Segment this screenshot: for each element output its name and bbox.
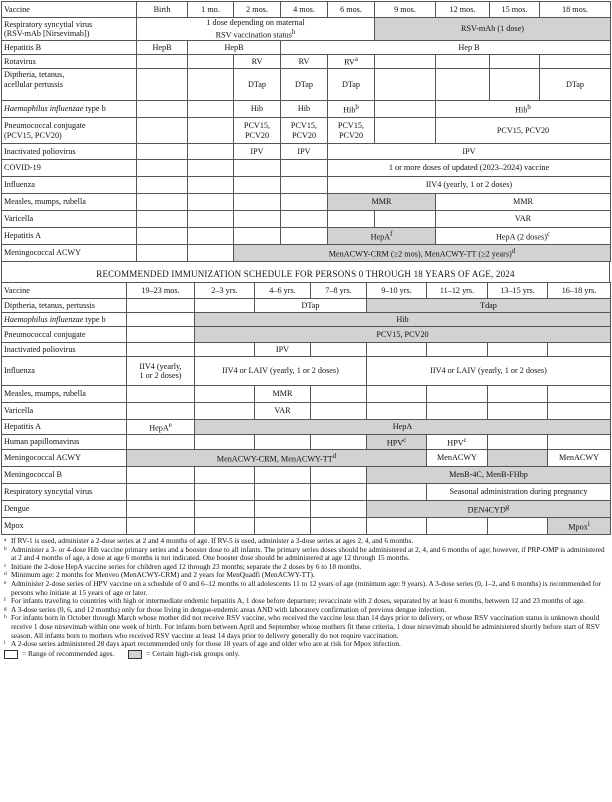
row-rsv — [2, 18, 611, 41]
cell: Seasonal administration during pregnancy — [427, 484, 611, 501]
vaccine-name: Haemophilus influenzae type b — [2, 101, 137, 118]
cell: HPV$^c$ — [427, 435, 488, 450]
cell: 1 or more doses of updated (2023–2024) vaccine — [328, 160, 611, 177]
cell: HepA$^e$ — [127, 420, 195, 435]
col-header: 1 mo. — [188, 2, 234, 18]
cell: MMR — [436, 194, 611, 211]
cell: MenB-4C, MenB-FHbp — [367, 467, 611, 484]
cell: HepA — [195, 420, 611, 435]
cell: RV — [234, 55, 281, 69]
col-header: 9 mos. — [375, 2, 436, 18]
cell: RV — [281, 55, 328, 69]
cell: IIV4 (yearly, 1 or 2 doses) — [127, 357, 195, 386]
cell: IPV — [328, 144, 611, 160]
cell: Hib — [234, 101, 281, 118]
vaccine-name: Diptheria, tetanus, acellular pertussis — [2, 69, 137, 101]
row-covid — [2, 160, 611, 177]
footnote: e Administer 2-dose series of HPV vaccine on a schedule of 0 and 6–12 months to all adolescents 11 to 12 years of age (minimum age: 9 years). A 3-dose series (0, 1–2, and 6 months) is recommended for persons who initiate at 15 years of age or later. — [4, 578, 602, 597]
vaccine-name: Meningococcal ACWY — [2, 245, 137, 262]
cell: IIV4 (yearly, 1 or 2 doses) — [328, 177, 611, 194]
col-header: 7–8 yrs. — [311, 283, 367, 299]
immunization-schedule — [1, 1, 610, 659]
vaccine-name: Measles, mumps, rubella — [2, 386, 127, 403]
cell: VAR — [255, 403, 311, 420]
vaccine-name: Varicella — [2, 403, 127, 420]
cell: PCV15, PCV20 — [195, 327, 611, 343]
vaccine-name: Inactivated poliovirus — [2, 144, 137, 160]
footnote: a If RV-1 is used, administer a 2-dose series at 2 and 4 months of age. If RV-5 is used, administer a 3-dose series at ages 2, 4, and 6 months. — [4, 536, 414, 545]
row-menacwy — [2, 245, 611, 262]
footnote: d Minimum age: 2 months for Menveo (MenACWY-CRM) and 2 years for MenQuadfi (MenACWY-TT). — [4, 570, 315, 580]
cell: MenACWY-CRM (≥2 mos), MenACWY-TT (≥2 years)$^d$ — [234, 245, 611, 262]
cell: $RV^a$ — [328, 55, 375, 69]
cell: DTap — [234, 69, 281, 101]
cell: PCV15, PCV20 — [234, 118, 281, 144]
cell: HPV$^c$ — [367, 435, 427, 450]
row-hib — [2, 313, 611, 327]
vaccine-name: Dengue — [2, 501, 127, 518]
col-header: 9–10 yrs. — [367, 283, 427, 299]
row-pcv — [2, 327, 611, 343]
col-header: 2 mos. — [234, 2, 281, 18]
footnote: i A 2-dose series administered 28 days apart recommended only for those 18 years of age and older who are at risk for Mpox infection. — [4, 639, 401, 649]
cell: MenACWY — [427, 450, 488, 467]
cell: MenACWY — [548, 450, 611, 467]
header-row — [2, 2, 611, 18]
row-hepa — [2, 228, 611, 245]
row-dtap — [2, 69, 611, 101]
legend-label: = Certain high-risk groups only. — [146, 648, 240, 658]
row-hpv — [2, 435, 611, 450]
footnote: f For infants traveling to countries with high or intermediate endemic hepatitis A, 1 dose before departure; revaccinate with 2 doses, separated by at least 6 months, between 12 and 23 months of age. — [4, 596, 585, 606]
cell: Hep B — [328, 41, 611, 55]
vaccine-name: Respiratory syncytial virus (RSV-mAb [Nirsevimab]) — [2, 18, 137, 41]
cell: IPV — [281, 144, 328, 160]
col-header: 18 mos. — [540, 2, 611, 18]
footnote: g A 3-dose series (0, 6, and 12 months) only for those living in dengue-endemic areas AND with laboratory confirmation of previous dengue infection. — [4, 604, 447, 614]
header-row — [2, 283, 611, 299]
row-influenza — [2, 177, 611, 194]
cell: IPV — [234, 144, 281, 160]
footnote: h For infants born in October through March whose mother did not receive RSV vaccine, who received the vaccine less than 14 days prior to delivery, or whose RSV vaccination status is unknown should receive 1 dose nirsevimab within one week of birth. For infants born between April and September whose mothers fit these criteria, 1 dose nirsevimab should be administered shortly before start of RSV season. All infants born to mothers who received RSV vaccine at least 14 days prior to delivery generally do not require vaccination. — [4, 613, 600, 640]
cell: MenACWY-CRM, MenACWY-$TT^d$ — [127, 450, 427, 467]
row-dtap — [2, 299, 611, 313]
col-header: 19–23 mos. — [127, 283, 195, 299]
cell: DEN4CYD$^g$ — [367, 501, 611, 518]
cell: PCV15, PCV20 — [281, 118, 328, 144]
row-mpox — [2, 518, 611, 535]
vaccine-name: Influenza — [2, 357, 127, 386]
col-header: 2–3 yrs. — [195, 283, 255, 299]
cell: Hib — [281, 101, 328, 118]
row-hib — [2, 101, 611, 118]
schedule-title: RECOMMENDED IMMUNIZATION SCHEDULE FOR PERSONS 0 THROUGH 18 YEARS OF AGE, 2024 — [1, 267, 610, 282]
footnotes — [1, 537, 608, 659]
vaccine-name: Hepatitis A — [2, 420, 127, 435]
row-mmr — [2, 194, 611, 211]
cell: IIV4 or LAIV (yearly, 1 or 2 doses) — [367, 357, 611, 386]
vaccine-name: Respiratory syncytial virus — [2, 484, 127, 501]
vaccine-name: Meningococcal ACWY — [2, 450, 127, 467]
cell: Hib — [195, 313, 611, 327]
legend-swatch-gray — [128, 650, 142, 659]
cell: IIV4 or LAIV (yearly, 1 or 2 doses) — [195, 357, 367, 386]
footnote: b Administer a 3- or 4-dose Hib vaccine primary series and a booster dose to all infants. The primary series doses should be administered at 2, 4, and 6 months of age; however, if PRP-OMP is administered at 2 and 4 months of age, a dose at age 6 months is not indicated. One booster dose should be administered at age 12 through 15 months. — [4, 544, 605, 563]
col-header: Birth — [137, 2, 188, 18]
child-schedule-table — [1, 282, 611, 535]
cell: DTap — [328, 69, 375, 101]
footnote: c Initiate the 2-dose HepA vaccine series for children aged 12 through 23 months; separate the 2 doses by 6 to 18 months. — [4, 561, 362, 571]
cell: DTap — [281, 69, 328, 101]
cell: Tdap — [367, 299, 611, 313]
cell: PCV15, PCV20 — [436, 118, 611, 144]
legend-label: = Range of recommended ages. — [22, 648, 115, 658]
row-rotavirus — [2, 55, 611, 69]
vaccine-name: Hepatitis B — [2, 41, 137, 55]
col-header: 16–18 yrs. — [548, 283, 611, 299]
cell: DTap — [255, 299, 367, 313]
row-ipv — [2, 343, 611, 357]
vaccine-name: Varicella — [2, 211, 137, 228]
row-ipv — [2, 144, 611, 160]
cell: Hib$^b$ — [328, 101, 375, 118]
vaccine-name: Inactivated poliovirus — [2, 343, 127, 357]
col-header: 13–15 yrs. — [488, 283, 548, 299]
col-header: Vaccine — [2, 2, 137, 18]
col-header: 4–6 yrs. — [255, 283, 311, 299]
cell: MMR — [255, 386, 311, 403]
vaccine-name: Mpox — [2, 518, 127, 535]
vaccine-name: Measles, mumps, rubella — [2, 194, 137, 211]
row-varicella — [2, 403, 611, 420]
row-mmr — [2, 386, 611, 403]
cell: HepB — [188, 41, 281, 55]
col-header: 11–12 yrs. — [427, 283, 488, 299]
col-header: 15 mos. — [490, 2, 540, 18]
cell: VAR — [436, 211, 611, 228]
cell: IPV — [255, 343, 311, 357]
cell-rsv-later: RSV-mAb (1 dose) — [375, 18, 611, 41]
row-hepa — [2, 420, 611, 435]
vaccine-name: Pneumococcal conjugate (PCV15, PCV20) — [2, 118, 137, 144]
cell: PCV15, PCV20 — [328, 118, 375, 144]
vaccine-name: Pneumococcal conjugate — [2, 327, 127, 343]
vaccine-name: Hepatitis A — [2, 228, 137, 245]
row-influenza — [2, 357, 611, 386]
col-header: Vaccine — [2, 283, 127, 299]
vaccine-name: Diptheria, tetanus, pertussis — [2, 299, 127, 313]
row-varicella — [2, 211, 611, 228]
row-menb — [2, 467, 611, 484]
cell: HepA$^f$ — [328, 228, 436, 245]
cell: Hib$^b$ — [436, 101, 611, 118]
cell: DTap — [540, 69, 611, 101]
vaccine-name: Meningococcal B — [2, 467, 127, 484]
cell: HepB — [137, 41, 188, 55]
legend — [4, 650, 608, 659]
cell: MMR — [328, 194, 436, 211]
vaccine-name: COVID-19 — [2, 160, 137, 177]
vaccine-name: Human papillomavirus — [2, 435, 127, 450]
vaccine-name: Rotavirus — [2, 55, 137, 69]
vaccine-name: Haemophilus influenzae type b — [2, 313, 127, 327]
row-menacwy — [2, 450, 611, 467]
col-header: 12 mos. — [436, 2, 490, 18]
row-dengue — [2, 501, 611, 518]
col-header: 4 mos. — [281, 2, 328, 18]
vaccine-name: Influenza — [2, 177, 137, 194]
row-hepb — [2, 41, 611, 55]
row-rsv — [2, 484, 611, 501]
legend-swatch-white — [4, 650, 18, 659]
infant-schedule-table — [1, 1, 611, 262]
cell: Mpox$^i$ — [548, 518, 611, 535]
cell-rsv-birth: 1 dose depending on maternal RSV vaccination status$^h$ — [137, 18, 375, 41]
col-header: 6 mos. — [328, 2, 375, 18]
cell: HepA (2 doses)$^c$ — [436, 228, 611, 245]
row-pcv — [2, 118, 611, 144]
